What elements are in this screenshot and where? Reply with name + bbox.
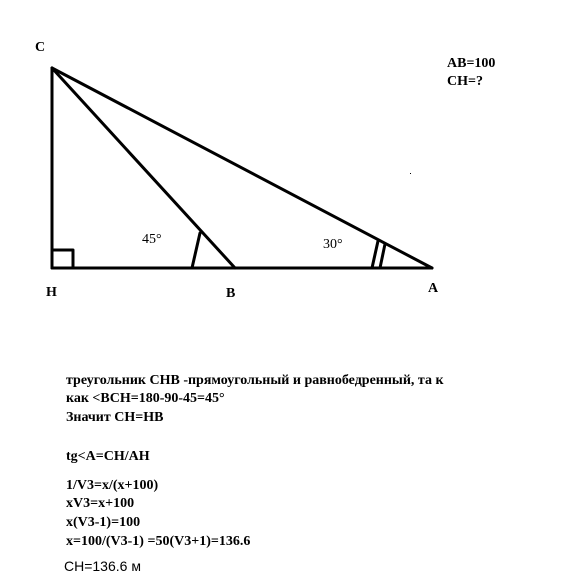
angle-label-a: 30°	[323, 237, 343, 252]
solution-line-1: треугольник CHB -прямоугольный и равнобедренный, та к	[66, 373, 444, 388]
point-label-h: H	[46, 285, 57, 300]
solution-line-3: Значит CH=HB	[66, 410, 164, 425]
point-label-c: C	[35, 40, 46, 55]
solution-line-5: 1/V3=x/(x+100)	[66, 478, 159, 493]
solution-line-4: tg<A=CH/AH	[66, 449, 150, 464]
result-text: CH=136.6 м	[64, 558, 141, 574]
angle-a-arc-mark-2	[380, 244, 385, 268]
solution-line-2: как <BCH=180-90-45=45°	[66, 391, 225, 406]
angle-a-arc-mark-1	[372, 241, 378, 268]
stray-dot	[410, 173, 411, 174]
segment-ca	[52, 68, 432, 268]
solution-line-7: x(V3-1)=100	[66, 515, 141, 530]
given-block	[447, 55, 495, 91]
angle-label-b: 45°	[142, 232, 162, 247]
solution-line-8: x=100/(V3-1) =50(V3+1)=136.6	[66, 534, 251, 549]
angle-b-arc-mark	[192, 233, 200, 268]
given-ab: AB=100	[447, 56, 496, 71]
given-ch: CH=?	[447, 74, 483, 89]
right-angle-mark	[52, 250, 73, 268]
solution-line-6: xV3=x+100	[66, 496, 135, 511]
point-label-b: B	[226, 286, 236, 301]
point-label-a: A	[428, 281, 439, 296]
